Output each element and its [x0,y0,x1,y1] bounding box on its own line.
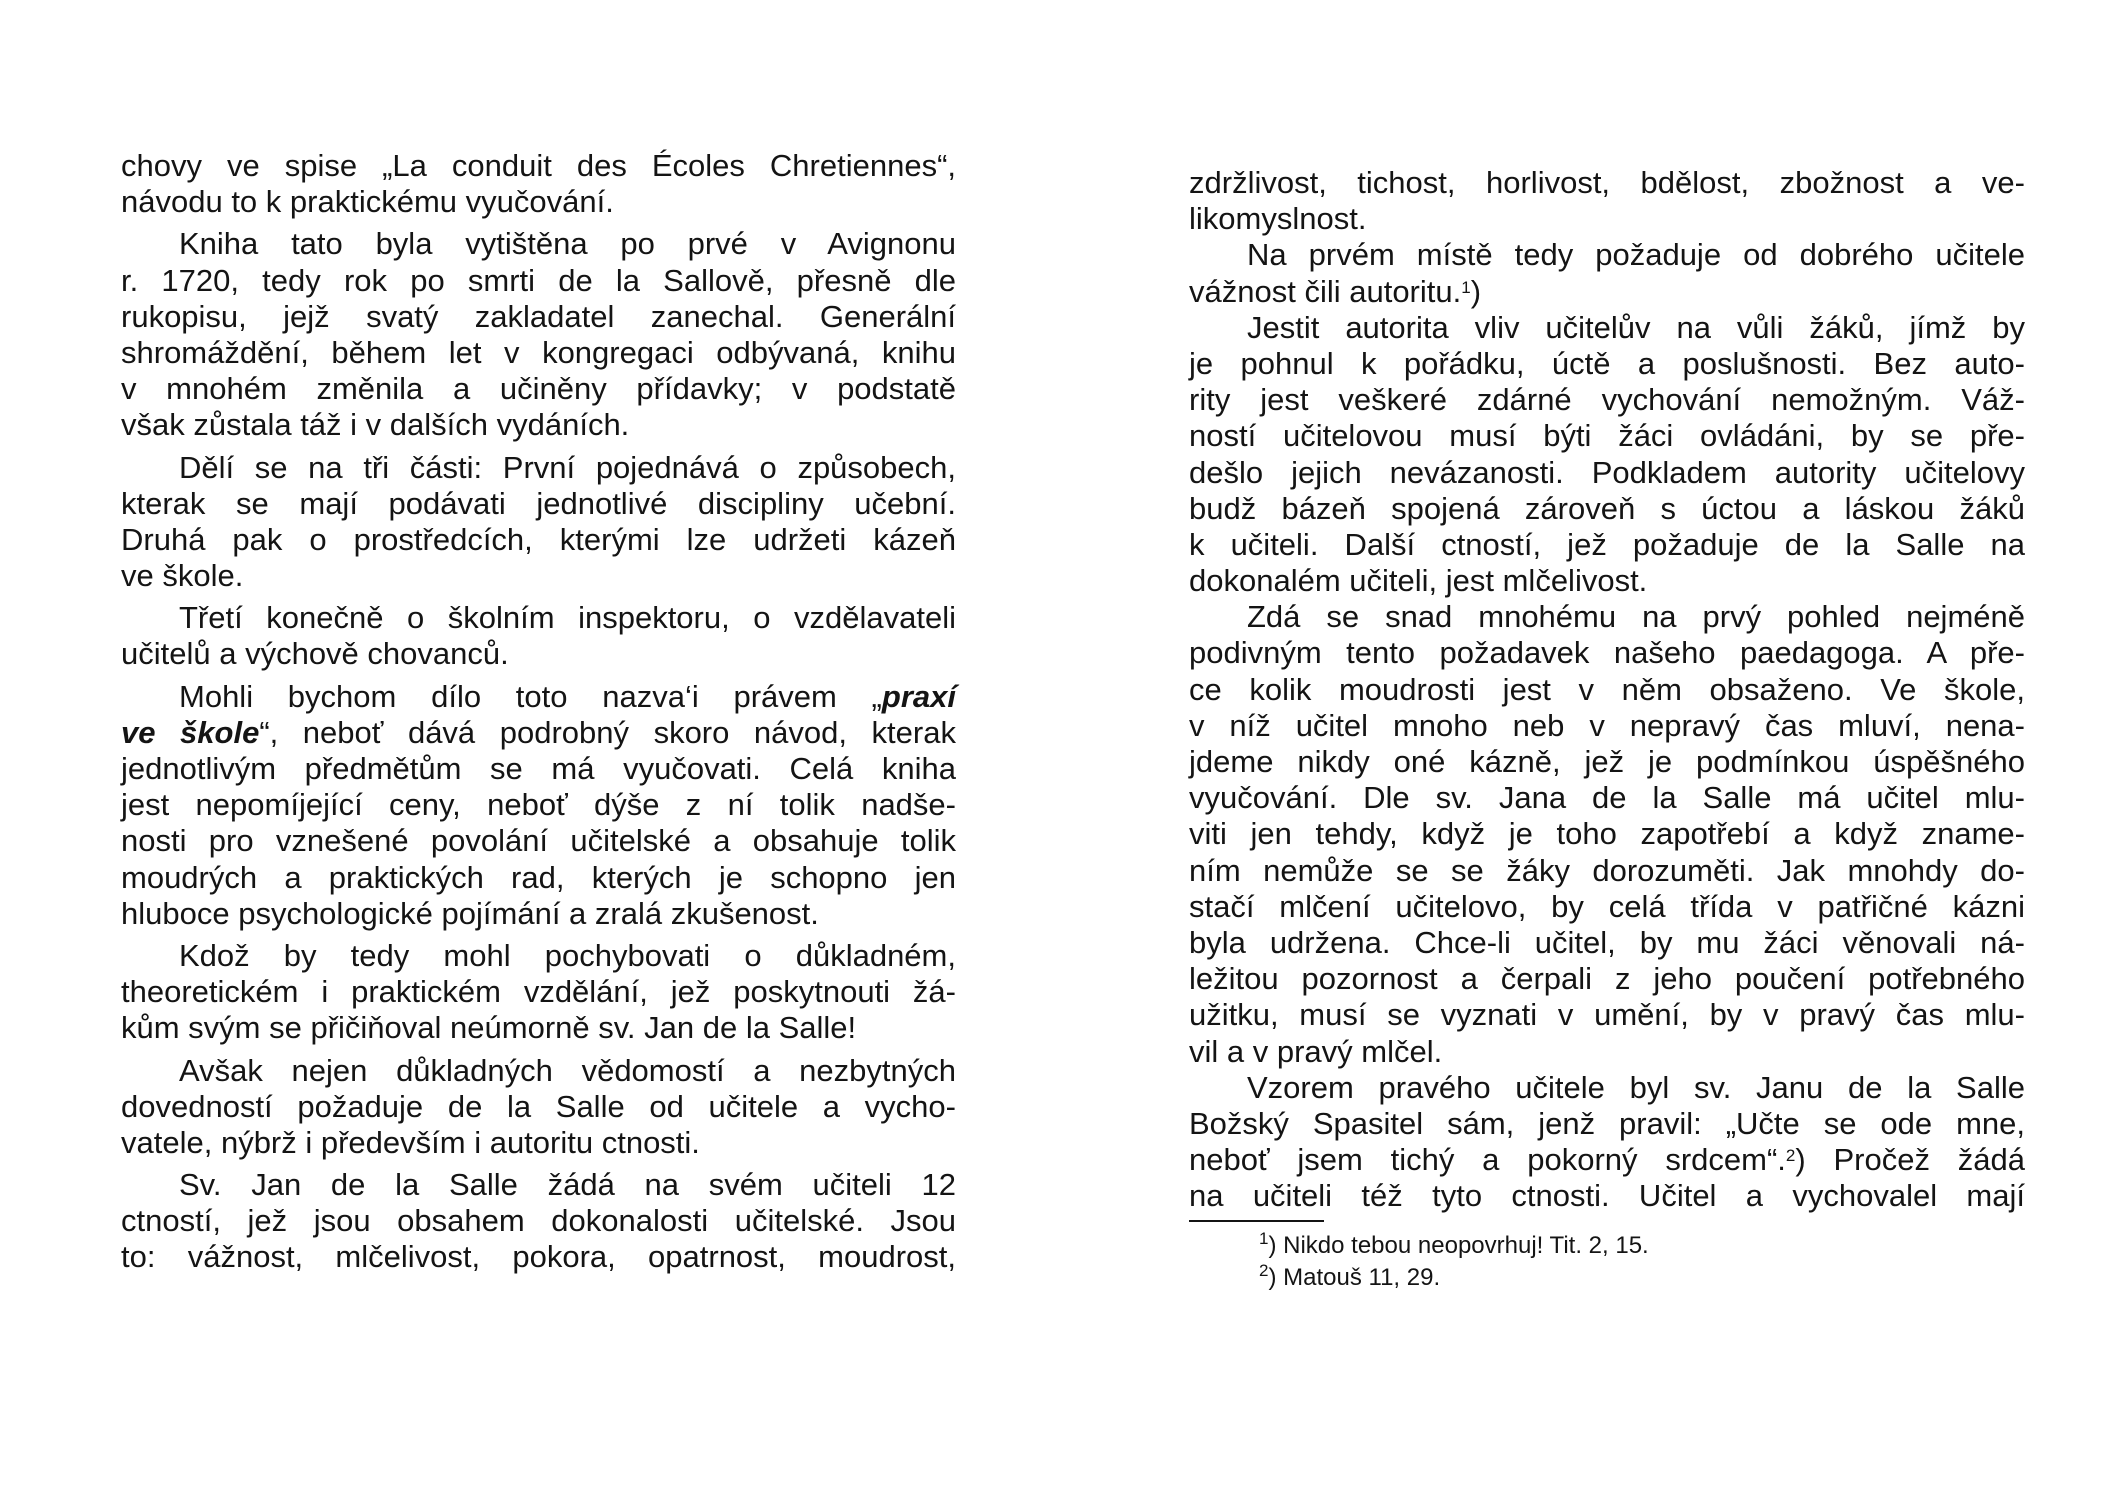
footnote-ref: 1 [1461,277,1471,297]
footnote-text: Nikdo tebou neopovrhuj! Tit. 2, 15. [1283,1232,1649,1260]
text-line: v níž učitel mnoho neb v nepravý čas mluví, nena- [1189,707,2025,743]
paragraph [121,450,956,595]
paragraph [1189,165,2025,237]
footnote-ref: 2 [1785,1146,1796,1166]
paragraph [1189,1070,2025,1215]
text-line: však zůstala táž i v dalších vydáních. [121,407,630,443]
text-line: dešlo jejich nevázanosti. Podkladem autority učitelovy [1189,454,2025,490]
paragraph [1189,599,2025,1069]
text-fragment: “, neboť dává podrobný skoro návod, kterak [259,714,956,750]
text-line: ctností, jež jsou obsahem dokonalosti učitelské. Jsou [121,1203,956,1239]
text-line: r. 1720, tedy rok po smrti de la Sallově, přesně dle [121,262,956,298]
text-line: rukopisu, jejž svatý zakladatel zanechal. Generální [121,298,956,334]
text-line: jednotlivým předmětům se má vyučovati. Celá kniha [121,751,956,786]
text-fragment: neboť jsem tichý a pokorný srdcem“. [1189,1142,1786,1178]
text-line: návodu to k praktickému vyučování. [121,184,614,220]
paragraph [121,600,956,672]
text-line: vatele, nýbrž i především i autoritu ctnosti. [121,1124,700,1160]
footnote: $^2$) Matouš 11, 29. [1259,1261,1441,1292]
text-line: moudrých a praktických rad, kterých je schopno jen [121,859,956,895]
text-line: učitelů a výchově chovanců. [121,636,509,672]
text-line: dokonalém učiteli, jest mlčelivost. [1189,563,1648,599]
text-line: ve škole. [121,558,244,594]
text-line: dovedností požaduje de la Salle od učitele a vycho- [121,1088,956,1124]
text-fragment: ) [1470,273,1482,309]
right-page [1189,165,2025,1294]
text-fragment: Pročež žádá [1833,1142,2026,1178]
text-line: Sv. Jan de la Salle žádá na svém učiteli 12 [179,1167,956,1203]
text-line: v mnohém změnila a učiněny přídavky; v podstatě [121,371,956,407]
emphasis-text: ve škole [121,714,260,750]
text-line: Kdož by tedy mohl pochybovati o důkladném, [179,937,956,973]
text-line: Kniha tato byla vytištěna po prvé v Avignonu [179,226,956,262]
left-page [121,148,956,1276]
paragraph [121,938,956,1047]
text-line: ce kolik moudrosti jest v něm obsaženo. Ve škole, [1189,671,2025,707]
footnote-marker: 2 [1259,1261,1269,1281]
text-line: k učiteli. Další ctností, jež požaduje de la Salle na [1189,526,2025,562]
text-line: vil a v pravý mlčel. [1189,1033,1443,1069]
footnote-divider [1189,1220,1324,1222]
paragraph [121,1167,956,1276]
text-line: kům svým se přičiňoval neúmorně sv. Jan de la Salle! [121,1010,857,1046]
text-line: podivným tento požadavek našeho paedagoga. A pře- [1189,635,2025,671]
paragraph [1189,237,2025,309]
text-line: ležitou pozornost a čerpali z jeho poučení potřebného [1189,961,2025,997]
text-line: zdržlivost, tichost, horlivost, bdělost, zbožnost a ve- [1189,165,2025,200]
text-line: likomyslnost. [1189,201,1367,237]
emphasis-text: praxí [881,678,956,714]
paragraph [121,148,956,220]
text-line: Na prvém místě tedy požaduje od dobrého učitele [1247,237,2025,273]
text-line: stačí mlčení učitelovo, by celá třída v patřičné kázni [1189,888,2025,924]
text-line: Jestit autorita vliv učitelův na vůli žáků, jímž by [1247,309,2025,345]
text-line: Zdá se snad mnohému na prvý pohled nejméně [1247,599,2025,635]
text-line: jest nepomíjející ceny, neboť dýše z ní tolik nadše- [121,787,956,823]
text-line: ním nemůže se se žáky dorozuměti. Jak mnohdy do- [1189,852,2025,888]
paragraph [121,1053,956,1162]
text-line [121,679,956,715]
text-line: Avšak nejen důkladných vědomostí a nezbytných [179,1052,956,1088]
text-line: shromáždění, během let v kongregaci odbývaná, knihu [121,334,956,370]
text-line: Božský Spasitel sám, jenž pravil: „Učte se ode mne, [1189,1105,2025,1141]
text-line: nosti pro vznešené povolání učitelské a obsahuje tolik [121,823,956,859]
text-line: theoretickém i praktickém vzdělání, jež poskytnouti žá- [121,974,956,1010]
text-fragment: vážnost čili autoritu. [1189,273,1462,309]
text-line: viti jen tehdy, když je toho zapotřebí a když zname- [1189,816,2025,852]
text-line: hluboce psychologické pojímání a zralá zkušenost. [121,895,819,931]
text-line: Třetí konečně o školním inspektoru, o vzdělavateli [179,600,956,636]
text-line: neboť jsem tichý a pokorný srdcem“.$^2$) Pročež žádá [1189,1142,2026,1178]
text-line: ností učitelovou musí býti žáci ovládáni, by se pře- [1189,418,2025,454]
text-line: to: vážnost, mlčelivost, pokora, opatrnost, moudrost, [121,1239,956,1275]
footnote: $^1$) Nikdo tebou neopovrhuj! Tit. 2, 15. [1259,1229,1649,1260]
text-line: budž bázeň spojená zároveň s úctou a láskou žáků [1189,490,2025,526]
text-line: byla udržena. Chce-li učitel, by mu žáci věnovali ná- [1189,924,2025,960]
text-line: Dělí se na tři části: První pojednává o způsobech, [179,449,956,485]
text-line [1189,274,2025,310]
text-line: na učiteli též tyto ctnosti. Učitel a vychovalel mají [1189,1178,2025,1214]
text-line: rity jest veškeré zdárné vychování nemožným. Váž- [1189,382,2025,418]
paragraph [121,226,956,443]
text-line: Druhá pak o prostředcích, kterými lze udržeti kázeň [121,521,956,557]
text-line: vyučování. Dle sv. Jana de la Salle má učitel mlu- [1189,780,2025,816]
text-line: je pohnul k pořádku, úctě a poslušnosti. Bez auto- [1189,345,2025,381]
text-line [121,715,956,751]
footnote-text: Matouš 11, 29. [1283,1264,1441,1292]
text-line: užitku, musí se vyznati v umění, by v pravý čas mlu- [1189,997,2025,1033]
text-line: kterak se mají podávati jednotlivé discipliny učební. [121,485,956,521]
text-line: jdeme nikdy oné kázně, jež je podmínkou úspěšného [1189,744,2025,779]
text-line: Vzorem pravého učitele byl sv. Janu de la Salle [1247,1069,2025,1105]
text-fragment: Mohli bychom dílo toto nazva‘i právem „ [179,678,882,714]
text-line: chovy ve spise „La conduit des Écoles Chretiennes“, [121,148,956,183]
paragraph [1189,310,2025,600]
footnote-marker: 1 [1259,1229,1269,1249]
paragraph [121,679,956,932]
